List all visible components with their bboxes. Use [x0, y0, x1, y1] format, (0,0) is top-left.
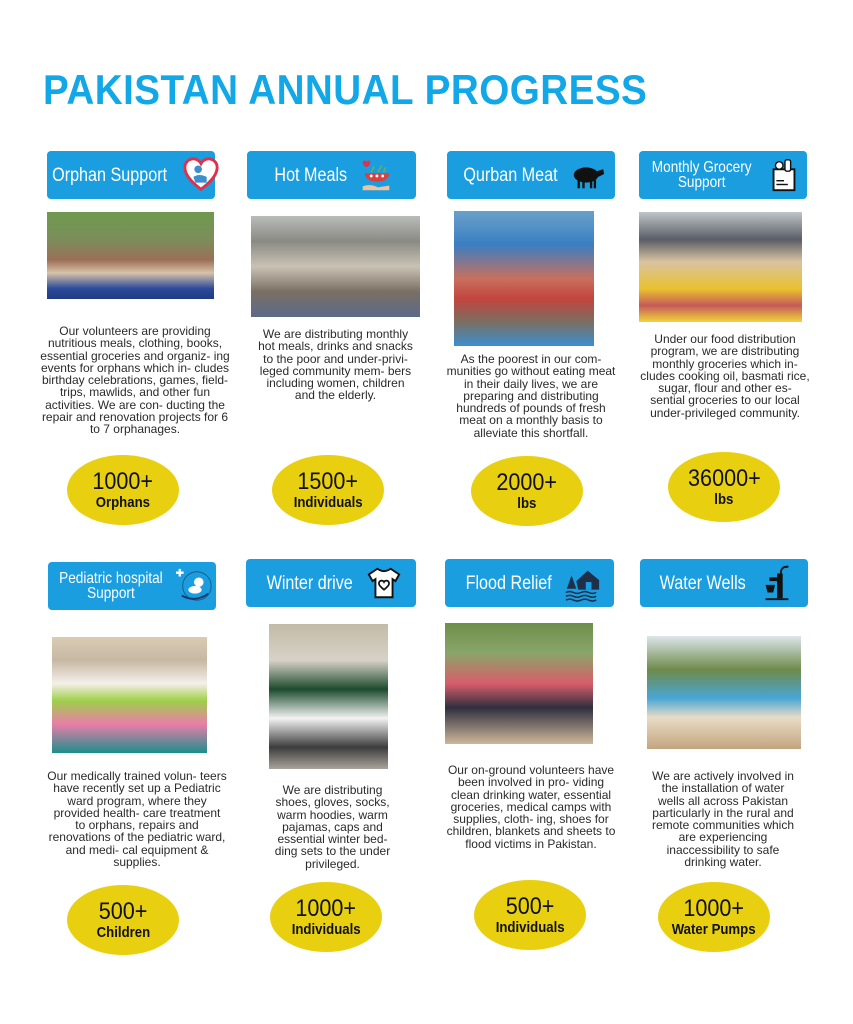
sheep-icon — [569, 156, 607, 194]
grocery-bag-icon — [765, 156, 803, 194]
label-line: Support — [87, 585, 135, 602]
label-line: Monthly Grocery — [652, 159, 752, 176]
stat-unit: Children — [96, 923, 150, 941]
stat-unit: Individuals — [291, 920, 361, 938]
pediatric-hospital-header — [48, 562, 216, 610]
label-line: Support — [678, 174, 726, 191]
stat-value: 1000+ — [295, 894, 357, 922]
stat-value: 1000+ — [92, 467, 154, 495]
flood-relief-stat — [474, 880, 586, 950]
card-label: Winter drive — [266, 572, 354, 594]
hot-meals-description: We are distributing monthly hot meals, drinks and snacks to the poor and under-privi- leged community mem- bers including women, children and the elderly. — [258, 327, 413, 403]
stat-value: 500+ — [505, 892, 555, 920]
winter-drive-photo — [269, 624, 388, 769]
winter-drive-stat — [270, 882, 382, 952]
heart-child-icon — [182, 156, 220, 194]
tshirt-heart-icon — [365, 564, 403, 602]
qurban-meat-header — [447, 151, 615, 199]
stat-value: 1500+ — [297, 467, 359, 495]
orphan-support-photo — [47, 212, 214, 299]
water-wells-header — [640, 559, 808, 607]
stat-unit: Individuals — [495, 918, 565, 936]
flood-relief-photo — [445, 623, 593, 744]
page-title: PAKISTAN ANNUAL PROGRESS — [43, 66, 648, 113]
stat-unit: lbs — [714, 490, 734, 508]
card-label: Water Wells — [659, 572, 747, 594]
winter-drive-header — [246, 559, 416, 607]
stat-value: 500+ — [98, 897, 148, 925]
orphan-support-stat — [67, 455, 179, 525]
stat-value: 36000+ — [687, 464, 761, 492]
water-wells-stat — [658, 882, 770, 952]
monthly-grocery-photo — [639, 212, 802, 322]
monthly-grocery-description: Under our food distribution program, we are distributing monthly groceries which in- cludes cooking oil, basmati rice, sugar, flour and other es- sential groceries to our local under-privileged community. — [640, 332, 810, 420]
card-label: Hot Meals — [274, 164, 347, 186]
qurban-meat-description: As the poorest in our com- munities go without eating meat in their daily lives, we are preparing and distributing hundreds of pounds of fresh meat on a monthly basis to alleviate this shortfall. — [446, 352, 616, 440]
stat-value: 2000+ — [496, 468, 558, 496]
label-line: Pediatric hospital — [59, 570, 163, 587]
stat-unit: Individuals — [293, 493, 363, 511]
qurban-meat-stat — [471, 456, 583, 526]
pediatric-hospital-photo — [52, 637, 207, 753]
card-label: Qurban Meat — [462, 164, 558, 186]
card-label — [59, 571, 163, 601]
stat-unit: Orphans — [95, 493, 151, 511]
water-wells-description: We are actively involved in the installation of water wells all across Pakistan particularly in the rural and remote communities which are experiencing inaccessibility to safe drinking water. — [651, 769, 795, 870]
stat-unit: lbs — [517, 494, 537, 512]
flood-relief-header — [445, 559, 614, 607]
food-bowl-icon — [357, 156, 395, 194]
monthly-grocery-stat — [668, 452, 780, 522]
orphan-support-description: Our volunteers are providing nutritious meals, clothing, books, essential groceries and organiz- ing events for orphans which in- cludes birthday celebrations, games, field-trips, mawlids, and other fun activities. We are con- ducting the repair and renovation projects for 6 to 7 orphanages. — [40, 324, 230, 437]
monthly-grocery-header — [639, 151, 807, 199]
stat-unit: Water Pumps — [672, 920, 756, 938]
pediatric-hospital-stat — [67, 885, 179, 955]
stat-value: 1000+ — [683, 894, 745, 922]
pediatric-hospital-description: Our medically trained volun- teers have recently set up a Pediatric ward program, where they provided health- care treatment to orphans, repairs and renovations of the pediatric ward, and medi- cal equipment & supplies. — [47, 769, 227, 870]
winter-drive-description: We are distributing shoes, gloves, socks, warm hoodies, warm pajamas, caps and essential winter bed- ding sets to the under privileged. — [274, 783, 391, 871]
hot-meals-header — [247, 151, 416, 199]
baby-hand-icon — [176, 567, 214, 605]
card-label — [652, 160, 752, 190]
hand-pump-icon — [758, 564, 796, 602]
hot-meals-stat — [272, 455, 384, 525]
hot-meals-photo — [251, 216, 420, 317]
water-wells-photo — [647, 636, 801, 749]
flood-relief-description: Our on-ground volunteers have been involved in pro- viding clean drinking water, essential groceries, medical camps with supplies, cloth- ing, shoes for children, blankets and sheets to flood victims in Pakistan. — [446, 763, 616, 851]
orphan-support-header — [47, 151, 215, 199]
card-label: Flood Relief — [465, 572, 552, 594]
card-label: Orphan Support — [52, 164, 168, 186]
flooded-house-icon — [563, 564, 601, 602]
qurban-meat-photo — [454, 211, 594, 346]
